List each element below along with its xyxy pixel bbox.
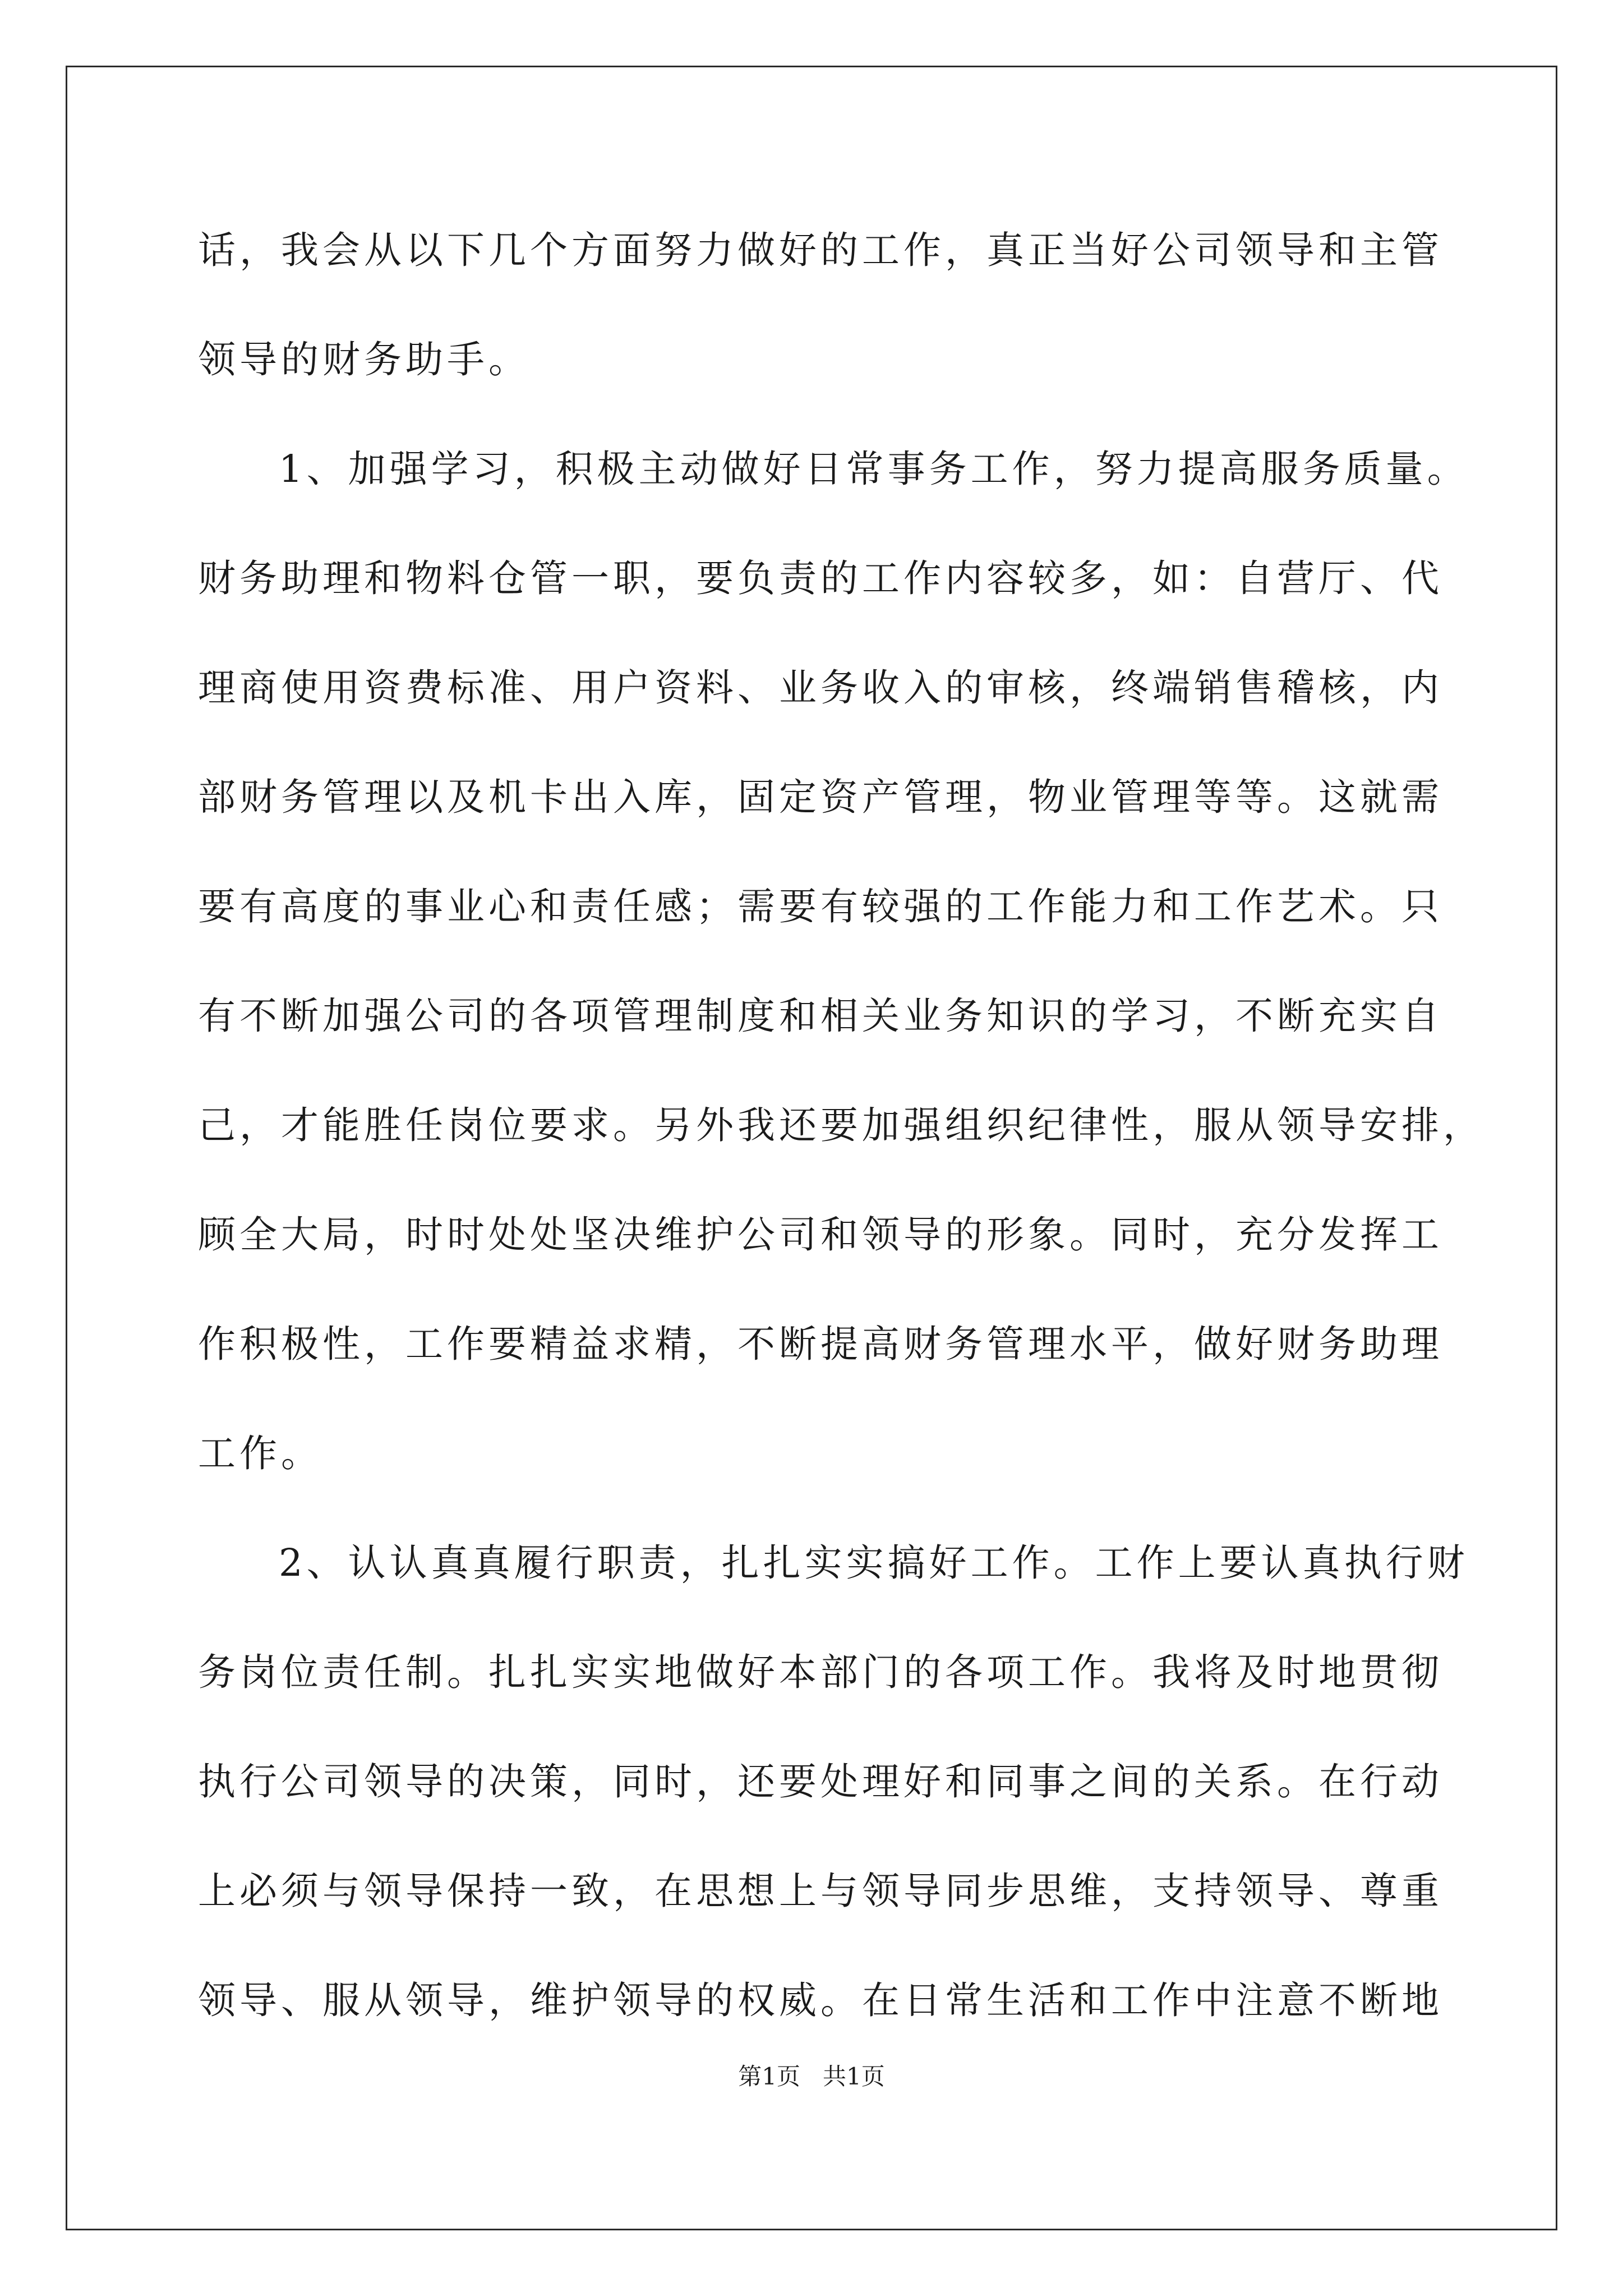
text-line: 2、认认真真履行职责，扎扎实实搞好工作。工作上要认真执行财 (279, 1541, 1469, 1585)
text-line: 执行公司领导的决策，同时，还要处理好和同事之间的关系。在行动 (198, 1760, 1443, 1803)
text-line: 领导、服从领导，维护领导的权威。在日常生活和工作中注意不断地 (198, 1978, 1443, 2022)
text-line: 己，才能胜任岗位要求。另外我还要加强组织纪律性，服从领导安排， (198, 1103, 1484, 1147)
text-line: 要有高度的事业心和责任感；需要有较强的工作能力和工作艺术。只 (198, 885, 1443, 928)
text-line: 财务助理和物料仓管一职，要负责的工作内容较多，如：自营厅、代 (198, 556, 1443, 600)
text-line: 上必须与领导保持一致，在思想上与领导同步思维，支持领导、尊重 (198, 1869, 1443, 1913)
page-footer: 第1页 共1页 (738, 2063, 885, 2090)
text-line: 领导的财务助手。 (198, 338, 530, 381)
text-line: 作积极性，工作要精益求精，不断提高财务管理水平，做好财务助理 (198, 1322, 1443, 1366)
text-line: 理商使用资费标准、用户资料、业务收入的审核，终端销售稽核，内 (198, 666, 1443, 710)
text-line: 务岗位责任制。扎扎实实地做好本部门的各项工作。我将及时地贯彻 (198, 1650, 1443, 1694)
text-line: 话，我会从以下几个方面努力做好的工作，真正当好公司领导和主管 (198, 228, 1443, 272)
text-line: 工作。 (198, 1432, 322, 1475)
document-body (198, 222, 1484, 2082)
text-line: 顾全大局，时时处处坚决维护公司和领导的形象。同时，充分发挥工 (198, 1213, 1443, 1257)
text-line: 部财务管理以及机卡出入库，固定资产管理，物业管理等等。这就需 (198, 775, 1443, 819)
text-line: 1、加强学习，积极主动做好日常事务工作，努力提高服务质量。 (279, 447, 1469, 491)
text-line: 有不断加强公司的各项管理制度和相关业务知识的学习，不断充实自 (198, 994, 1443, 1038)
